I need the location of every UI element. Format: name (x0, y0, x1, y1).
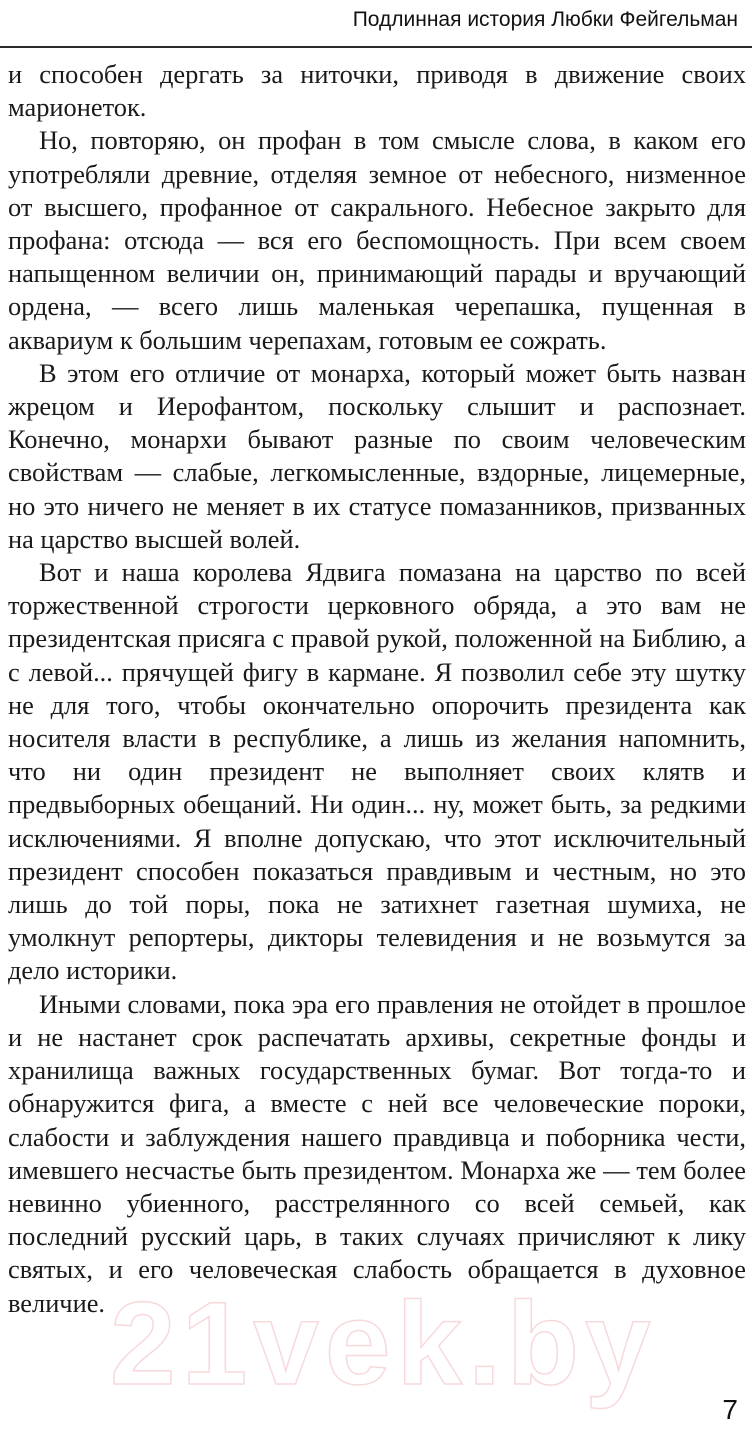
running-head: Подлинная история Любки Фейгельман (352, 8, 738, 31)
running-head-rule (0, 46, 752, 48)
paragraph: Вот и наша королева Ядвига помазана на царство по всей торжественной строгости церковного обряда, а это вам не президентская присяга с правой рукой, положенной на Библию, а с левой... прячущей фигу в кармане. Я позволил себе эту шутку не для того, чтобы окончательно опорочить президента как носителя власти в республике, а лишь из желания напомнить, что ни один президент не выполняет своих клятв и предвыборных обещаний. Ни один... ну, может быть, за редкими исключениями. Я вполне допускаю, что этот исключительный президент способен показаться правдивым и честным, но это лишь до той поры, пока не затихнет газетная шумиха, не умолкнут репортеры, дикторы телевидения и не возьмутся за дело историки. (8, 557, 746, 986)
paragraph: Иными словами, пока эра его правления не отойдет в прошлое и не настанет срок распечатать архивы, секретные фонды и хранилища важных государственных бумаг. Вот тогда-то и обнаружится фига, а вместе с ней все человеческие пороки, слабости и заблуждения нашего правдивца и поборника чести, имевшего несчастье быть президентом. Монарха же — тем более невинно убиенного, расстрелянного со всей семьей, как последний русский царь, в таких случаях причисляют к лику святых, и его человеческая слабость обращается в духовное величие. (8, 988, 746, 1318)
paragraph: Но, повторяю, он профан в том смысле слова, в каком его употребляли древние, отделяя земное от небесного, низменное от высшего, профанное от сакрального. Небесное закрыто для профана: отсюда — вся его беспомощность. При всем своем напыщенном величии он, принимающий парады и вручающий ордена, — всего лишь маленькая черепашка, пущенная в аквариум к большим черепахам, готовым ее сожрать. (8, 125, 746, 355)
watermark: 21vek.by (110, 1278, 657, 1410)
paragraph-continuation: и способен дергать за ниточки, приводя в движение своих марионеток. (8, 59, 746, 123)
paragraph: В этом его отличие от монарха, который может быть назван жрецом и Иерофантом, поскольку слышит и распознает. Конечно, монархи бывают разные по своим человеческим свойствам — слабые, легкомысленные, вздорные, лицемерные, но это ничего не меняет в их статусе помазанников, призванных на царство высшей волей. (8, 357, 746, 554)
page-number: 7 (722, 1394, 738, 1425)
body-text (8, 58, 746, 1320)
